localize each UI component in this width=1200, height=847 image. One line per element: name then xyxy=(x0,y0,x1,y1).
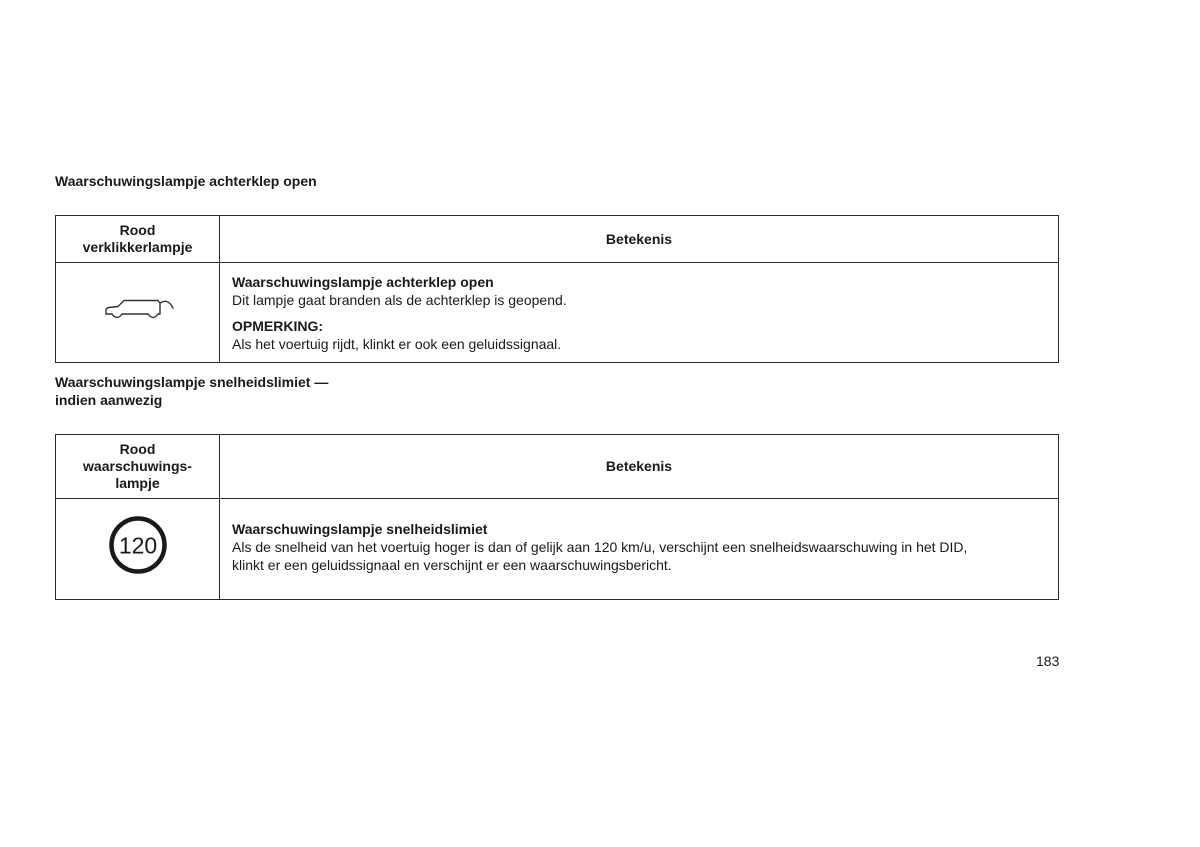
header-left-line: waarschuwings- xyxy=(83,458,192,474)
header-cell-meaning xyxy=(220,435,1058,498)
header-right-label: Betekenis xyxy=(605,230,673,247)
speed-limit-value: 120 xyxy=(118,532,157,558)
description-text-line: Als de snelheid van het voertuig hoger is dan of gelijk aan 120 km/u, verschijnt een snelheidswaarschuwing in het DID, xyxy=(232,539,968,555)
heading-line: indien aanwezig xyxy=(55,392,163,408)
header-left-line: Rood xyxy=(119,441,156,457)
table-tailgate xyxy=(55,215,1059,363)
description-title: Waarschuwingslampje snelheidslimiet xyxy=(232,521,488,537)
table-row xyxy=(56,498,1058,599)
description-title: Waarschuwingslampje achterklep open xyxy=(232,273,494,290)
header-right-label: Betekenis xyxy=(605,458,673,474)
description-text-line: klinkt er een geluidssignaal en verschijnt er een waarschuwingsbericht. xyxy=(232,557,672,573)
section-heading-tailgate xyxy=(55,172,317,190)
description-cell xyxy=(220,263,1058,362)
section-heading-speed-limit xyxy=(55,373,328,409)
table-header-row xyxy=(56,435,1058,498)
speed-limit-icon xyxy=(108,515,168,580)
header-left-line: verklikkerlampje xyxy=(82,239,193,255)
heading-text: Waarschuwingslampje achterklep open xyxy=(55,173,317,189)
description-text: Dit lampje gaat branden als de achterklep is geopend. xyxy=(232,291,567,308)
tailgate-open-icon xyxy=(102,294,174,329)
icon-cell xyxy=(56,263,220,362)
table-speed-limit xyxy=(55,434,1059,600)
header-left-line: lampje xyxy=(115,475,160,491)
header-cell-meaning xyxy=(220,216,1058,262)
note-title: OPMERKING: xyxy=(232,317,323,334)
page-number: 183 xyxy=(1036,653,1060,669)
description-cell xyxy=(220,499,1058,599)
table-row xyxy=(56,262,1058,362)
note-text: Als het voertuig rijdt, klinkt er ook een geluidssignaal. xyxy=(232,335,562,352)
heading-line: Waarschuwingslampje snelheidslimiet — xyxy=(55,374,329,390)
table-header-row xyxy=(56,216,1058,262)
icon-cell xyxy=(56,499,220,599)
header-cell-lamp xyxy=(56,216,220,262)
header-left-line: Rood xyxy=(119,222,156,238)
header-cell-lamp xyxy=(56,435,220,498)
